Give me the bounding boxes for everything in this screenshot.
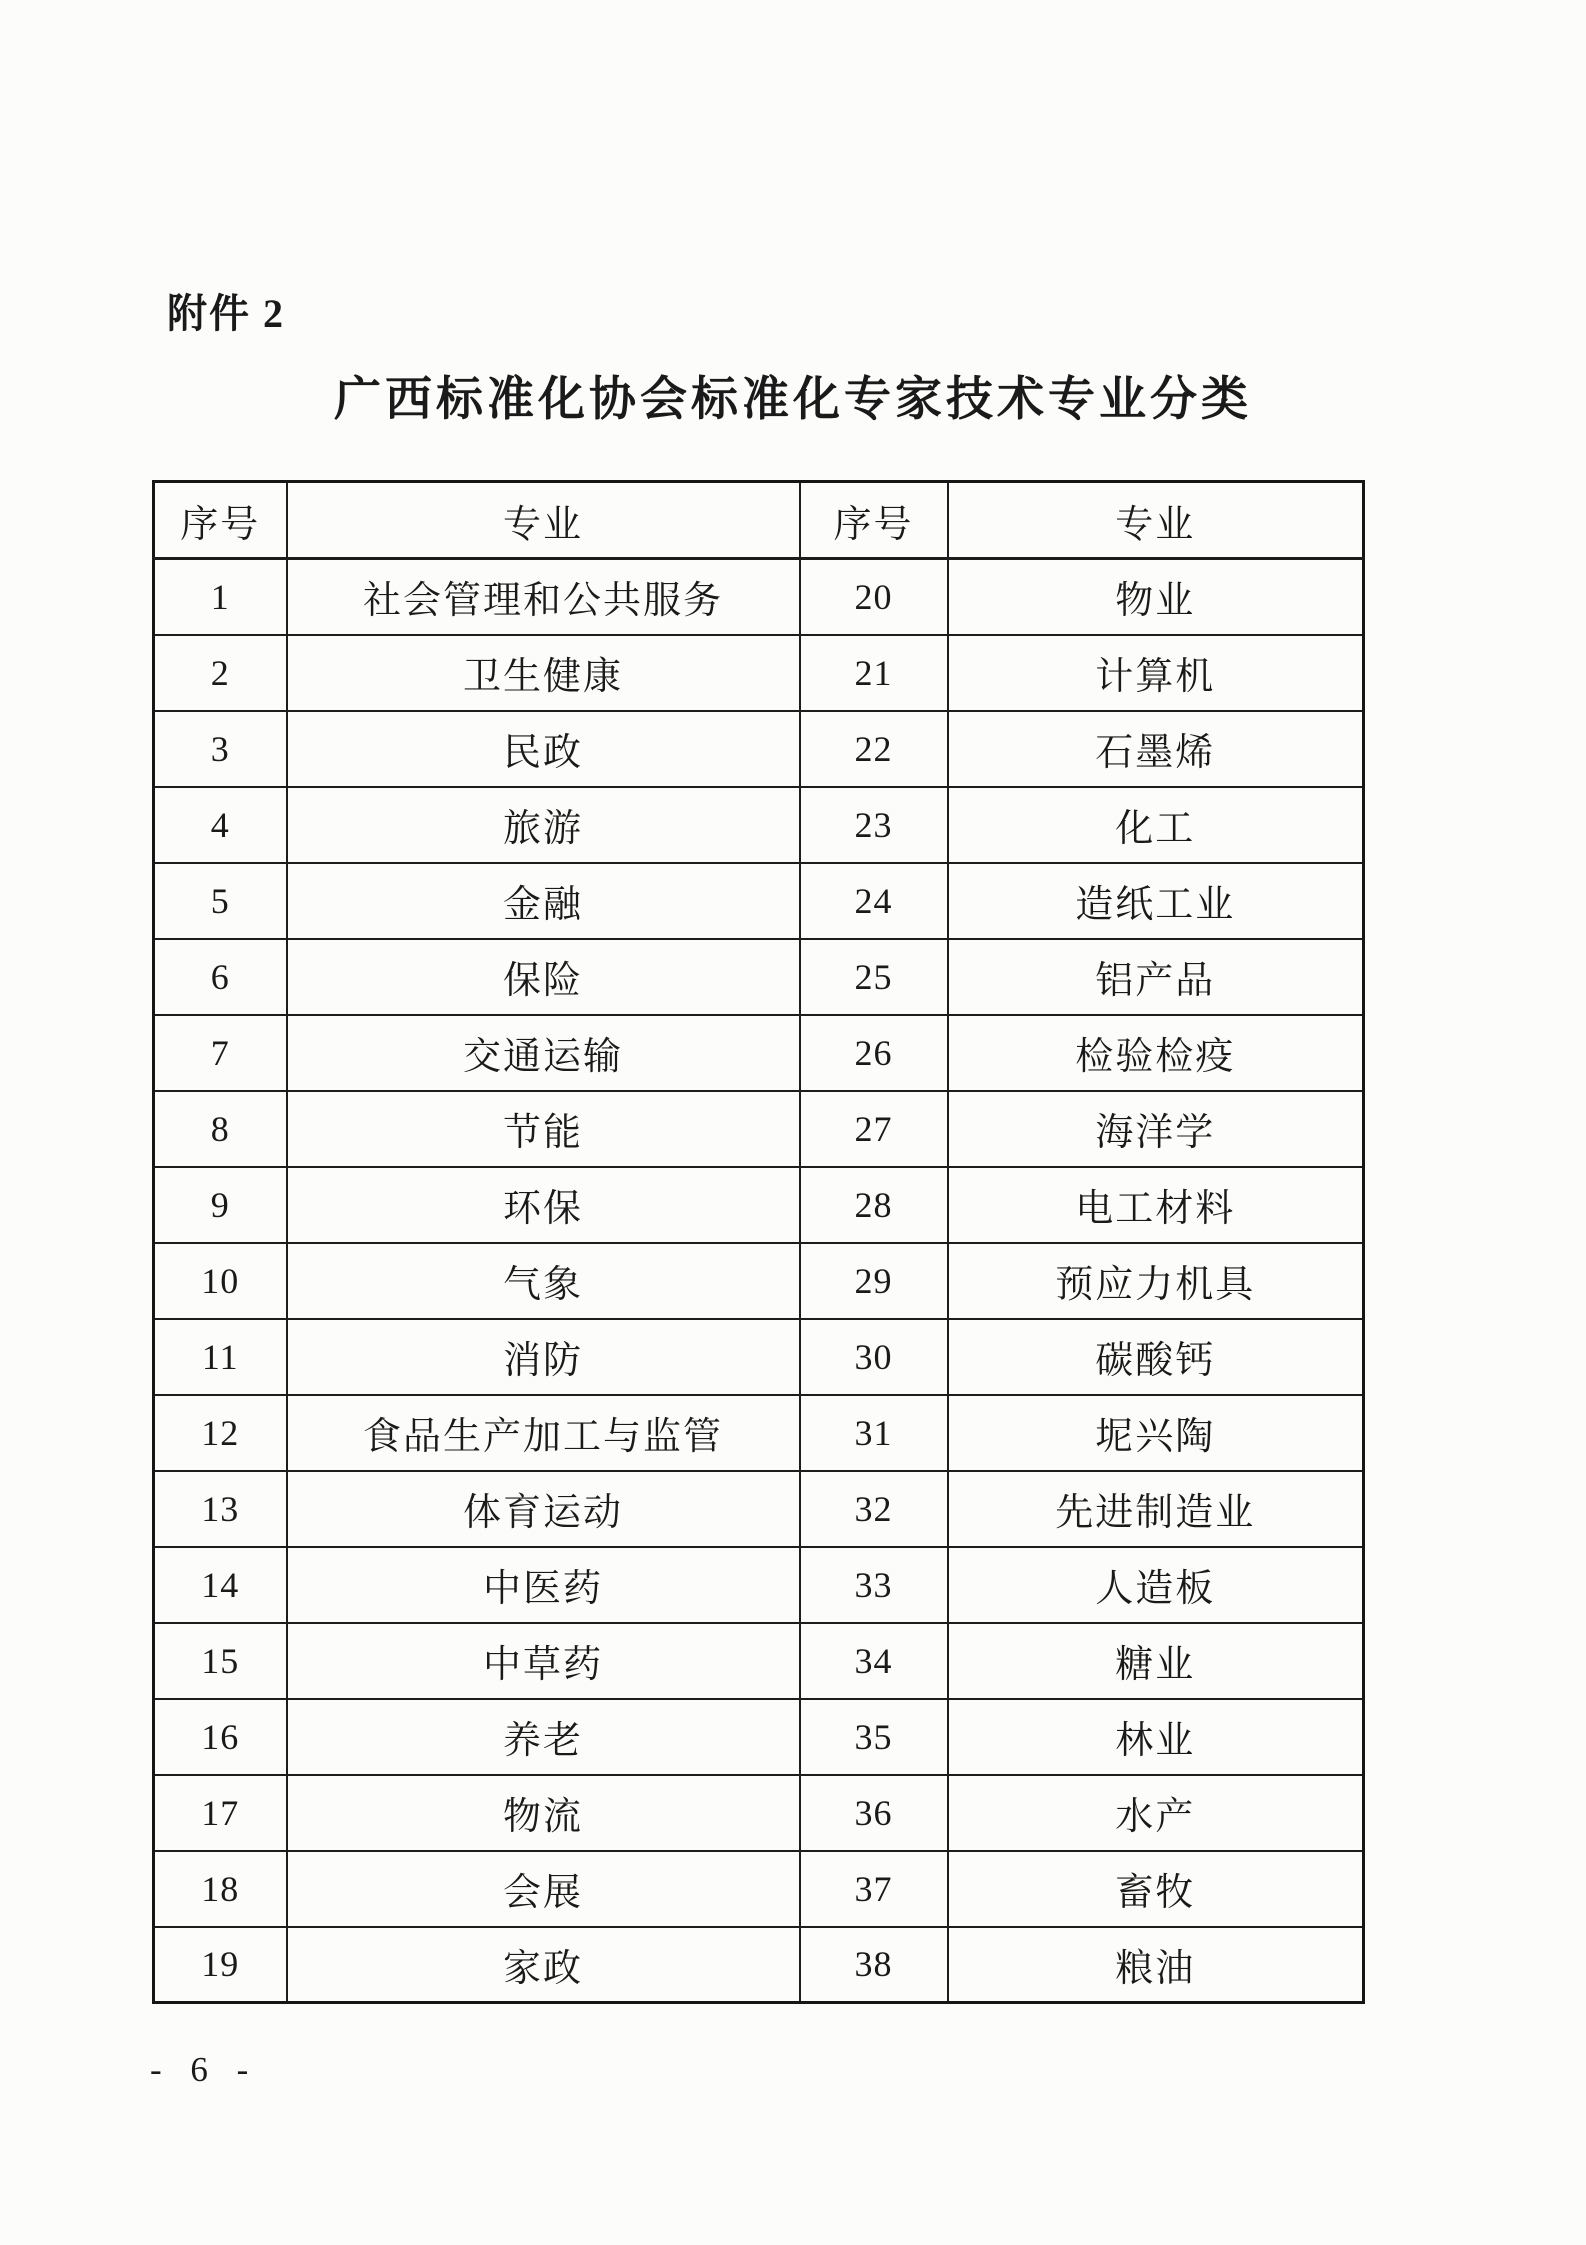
- cell-number: 6: [154, 939, 287, 1015]
- table-row: [154, 1775, 1364, 1851]
- cell-specialty: 先进制造业: [948, 1471, 1364, 1547]
- cell-number: 20: [800, 559, 948, 635]
- cell-number: 27: [800, 1091, 948, 1167]
- cell-number: 30: [800, 1319, 948, 1395]
- specialty-table: [152, 480, 1365, 2004]
- cell-specialty: 坭兴陶: [948, 1395, 1364, 1471]
- attachment-label: 附件 2: [167, 291, 285, 336]
- cell-number: 5: [154, 863, 287, 939]
- cell-specialty: 消防: [287, 1319, 800, 1395]
- cell-specialty: 保险: [287, 939, 800, 1015]
- cell-number: 10: [154, 1243, 287, 1319]
- cell-specialty: 金融: [287, 863, 800, 939]
- table-row: [154, 1015, 1364, 1091]
- cell-number: 16: [154, 1699, 287, 1775]
- cell-number: 9: [154, 1167, 287, 1243]
- cell-number: 31: [800, 1395, 948, 1471]
- cell-number: 19: [154, 1927, 287, 2003]
- cell-number: 18: [154, 1851, 287, 1927]
- cell-number: 17: [154, 1775, 287, 1851]
- cell-specialty: 食品生产加工与监管: [287, 1395, 800, 1471]
- table-header-row: [154, 482, 1364, 559]
- cell-number: 29: [800, 1243, 948, 1319]
- header-major-left: 专业: [287, 482, 800, 559]
- cell-number: 34: [800, 1623, 948, 1699]
- cell-specialty: 糖业: [948, 1623, 1364, 1699]
- cell-number: 25: [800, 939, 948, 1015]
- cell-specialty: 物流: [287, 1775, 800, 1851]
- cell-specialty: 养老: [287, 1699, 800, 1775]
- cell-specialty: 体育运动: [287, 1471, 800, 1547]
- cell-specialty: 造纸工业: [948, 863, 1364, 939]
- cell-specialty: 环保: [287, 1167, 800, 1243]
- table-row: [154, 1623, 1364, 1699]
- cell-number: 21: [800, 635, 948, 711]
- table-row: [154, 1851, 1364, 1927]
- table-row: [154, 635, 1364, 711]
- cell-number: 28: [800, 1167, 948, 1243]
- cell-specialty: 节能: [287, 1091, 800, 1167]
- header-major-right: 专业: [948, 482, 1364, 559]
- cell-specialty: 物业: [948, 559, 1364, 635]
- cell-specialty: 水产: [948, 1775, 1364, 1851]
- cell-specialty: 石墨烯: [948, 711, 1364, 787]
- cell-number: 26: [800, 1015, 948, 1091]
- page-title: 广西标准化协会标准化专家技术专业分类: [334, 372, 1252, 425]
- cell-specialty: 粮油: [948, 1927, 1364, 2003]
- cell-number: 7: [154, 1015, 287, 1091]
- cell-number: 37: [800, 1851, 948, 1927]
- cell-specialty: 气象: [287, 1243, 800, 1319]
- table-row: [154, 939, 1364, 1015]
- table-row: [154, 1091, 1364, 1167]
- cell-number: 1: [154, 559, 287, 635]
- cell-number: 15: [154, 1623, 287, 1699]
- header-no-left: 序号: [154, 482, 287, 559]
- cell-number: 32: [800, 1471, 948, 1547]
- table-row: [154, 1927, 1364, 2003]
- table-row: [154, 711, 1364, 787]
- cell-specialty: 旅游: [287, 787, 800, 863]
- cell-specialty: 中草药: [287, 1623, 800, 1699]
- cell-specialty: 化工: [948, 787, 1364, 863]
- table-row: [154, 787, 1364, 863]
- cell-specialty: 中医药: [287, 1547, 800, 1623]
- cell-number: 24: [800, 863, 948, 939]
- cell-number: 38: [800, 1927, 948, 2003]
- page-number: - 6 -: [150, 2050, 259, 2089]
- cell-specialty: 林业: [948, 1699, 1364, 1775]
- header-no-right: 序号: [800, 482, 948, 559]
- cell-number: 2: [154, 635, 287, 711]
- cell-specialty: 社会管理和公共服务: [287, 559, 800, 635]
- table-row: [154, 1319, 1364, 1395]
- cell-number: 4: [154, 787, 287, 863]
- cell-specialty: 民政: [287, 711, 800, 787]
- cell-specialty: 交通运输: [287, 1015, 800, 1091]
- cell-number: 33: [800, 1547, 948, 1623]
- cell-number: 22: [800, 711, 948, 787]
- cell-specialty: 家政: [287, 1927, 800, 2003]
- table-row: [154, 1167, 1364, 1243]
- cell-specialty: 卫生健康: [287, 635, 800, 711]
- cell-number: 12: [154, 1395, 287, 1471]
- cell-specialty: 人造板: [948, 1547, 1364, 1623]
- cell-specialty: 预应力机具: [948, 1243, 1364, 1319]
- cell-specialty: 畜牧: [948, 1851, 1364, 1927]
- table-row: [154, 1243, 1364, 1319]
- cell-specialty: 会展: [287, 1851, 800, 1927]
- table-row: [154, 1547, 1364, 1623]
- cell-specialty: 海洋学: [948, 1091, 1364, 1167]
- cell-specialty: 检验检疫: [948, 1015, 1364, 1091]
- cell-number: 23: [800, 787, 948, 863]
- cell-specialty: 铝产品: [948, 939, 1364, 1015]
- cell-number: 14: [154, 1547, 287, 1623]
- table-row: [154, 1699, 1364, 1775]
- cell-number: 3: [154, 711, 287, 787]
- cell-specialty: 碳酸钙: [948, 1319, 1364, 1395]
- cell-number: 35: [800, 1699, 948, 1775]
- cell-number: 13: [154, 1471, 287, 1547]
- table-row: [154, 1395, 1364, 1471]
- cell-number: 11: [154, 1319, 287, 1395]
- cell-number: 8: [154, 1091, 287, 1167]
- cell-specialty: 计算机: [948, 635, 1364, 711]
- cell-number: 36: [800, 1775, 948, 1851]
- cell-specialty: 电工材料: [948, 1167, 1364, 1243]
- table-row: [154, 559, 1364, 635]
- table-row: [154, 1471, 1364, 1547]
- table-row: [154, 863, 1364, 939]
